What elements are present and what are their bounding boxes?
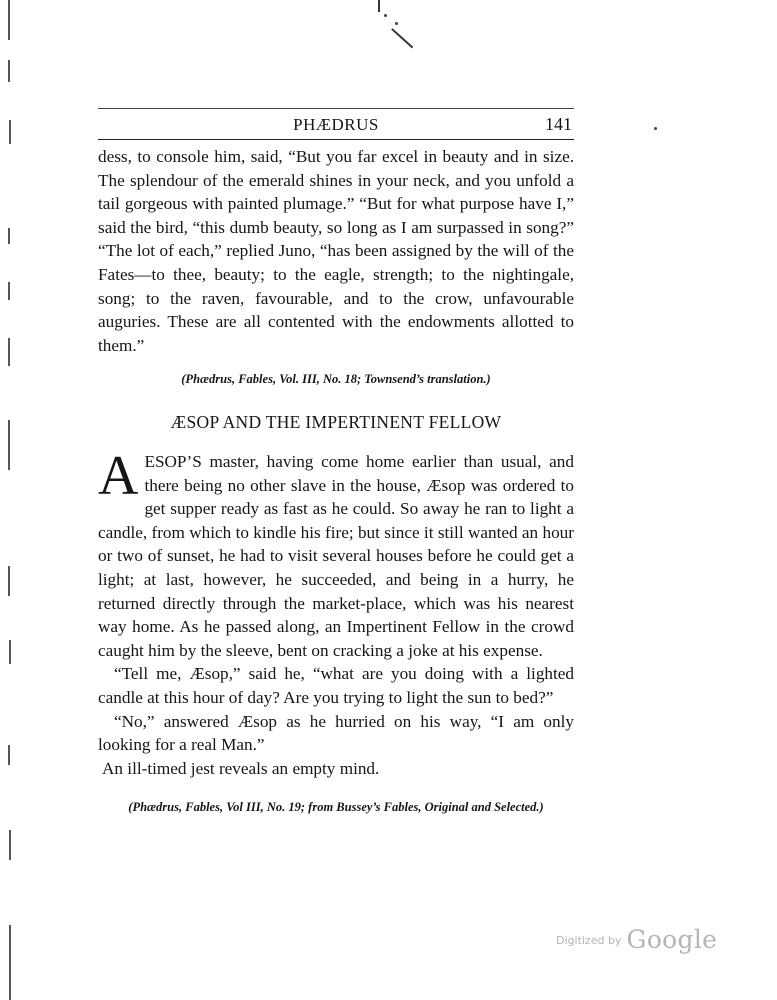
page-edge-line <box>8 745 10 765</box>
page-edge-line <box>8 282 10 300</box>
scan-dot <box>384 14 387 17</box>
running-head-rule <box>98 108 574 109</box>
page-edge-line <box>8 566 10 596</box>
page-edge-line <box>9 120 11 144</box>
page-edge-line <box>8 338 10 366</box>
page-edge-line <box>8 0 10 40</box>
drop-cap: A <box>98 445 139 507</box>
fable-moral: An ill-timed jest reveals an empty mind. <box>102 758 380 778</box>
fable-body <box>98 445 574 780</box>
google-logo: Google <box>626 925 718 954</box>
running-head <box>98 113 574 140</box>
scan-dot <box>654 127 657 130</box>
page-edge-line <box>8 60 10 82</box>
digitized-by-google-watermark <box>556 925 717 954</box>
citation-fable-18: (Phædrus, Fables, Vol. III, No. 18; Townsend’s translation.) <box>181 372 491 386</box>
fable-title: ÆSOP AND THE IMPERTINENT FELLOW <box>170 412 502 432</box>
page-edge-line <box>9 640 11 664</box>
scan-artifact-top <box>378 0 380 12</box>
citation-fable-19: (Phædrus, Fables, Vol III, No. 19; from Bussey’s Fables, Original and Selected.) <box>128 800 544 814</box>
page-edge-line <box>9 830 11 860</box>
watermark-prefix: Digitized by <box>556 934 622 947</box>
page-number: 141 <box>545 114 572 134</box>
scan-dot <box>395 22 398 25</box>
fable-paragraph-3: “No,” answered Æsop as he hurried on his way, “I am only looking for a real Man.” <box>98 711 574 755</box>
fable-continuation-paragraph: dess, to console him, said, “But you far excel in beauty and in size. The splendour of the emerald shines in your neck, and you unfold a tail gorgeous with painted plumage.” “But for what purpose have I,” said the bird, “this dumb beauty, so long as I am surpassed in song?” “The lot of each,” replied Juno, “has been assigned by the will of the Fates—to thee, beauty; to the eagle, strength; to the nightingale, song; to the raven, favourable, and to the crow, unfavourable auguries. These are all contented with the endowments allotted to them.” <box>98 147 574 355</box>
fable-paragraph-1-text: ESOP’S master, having come home earlier than usual, and there being no other slave in the house, Æsop was ordered to get supper ready as fast as he could. So away he ran to light a candle, from which to kindle his fire; but since it still wanted an hour or two of sunset, he had to visit several houses before he could get a light; at last, however, he succeeded, and being in a hurry, he returned directly through the market-place, which was his nearest way home. As he passed along, an Impertinent Fellow in the crowd caught him by the sleeve, bent on cracking a joke at his expense. <box>98 452 574 660</box>
running-head-title: PHÆDRUS <box>293 115 379 134</box>
fable-continuation <box>98 145 574 357</box>
page-edge-line <box>8 420 10 470</box>
scan-artifact-stroke <box>391 28 413 48</box>
fable-paragraph-1 <box>98 445 574 662</box>
page-edge-line <box>9 925 11 1000</box>
page-edge-line <box>8 228 10 244</box>
fable-paragraph-2: “Tell me, Æsop,” said he, “what are you doing with a lighted candle at this hour of day? Are you trying to light the sun to bed?” <box>98 664 574 707</box>
